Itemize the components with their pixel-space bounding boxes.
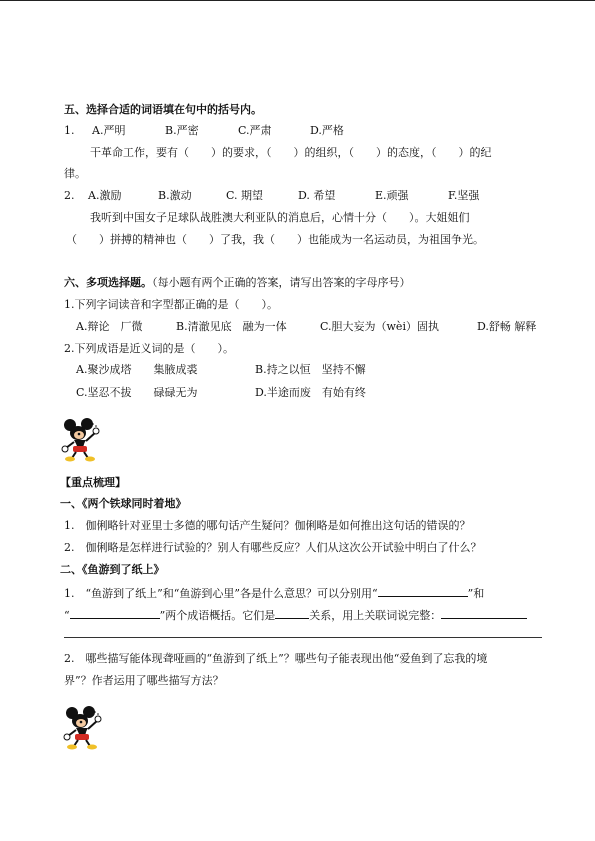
- s5-q1-option-a: A.严明: [92, 124, 126, 137]
- s5-q2-option-a: A.激励: [88, 189, 122, 202]
- s5-q2-option-f: F.坚强: [448, 189, 480, 202]
- s5-q1-option-d: D.严格: [310, 124, 344, 137]
- mickey-mouse-icon: [60, 418, 100, 462]
- key-section1-title: 一、《两个铁球同时着地》: [60, 497, 187, 510]
- s6-q1-option-b: B.清澈见底 融为一体: [176, 320, 287, 333]
- s6-q1-option-a: A.辩论 厂微: [76, 320, 143, 333]
- s5-q2-sentence-line2: （ ）拼搏的精神也（ ）了我，我（ ）也能成为一名运动员，为祖国争光。: [66, 233, 484, 246]
- section5-title: 五、选择合适的词语填在句中的括号内。: [64, 103, 262, 116]
- key-section2-q2-line2: 界”？作者运用了哪些描写方法？: [64, 674, 224, 687]
- key-section1-q1: 1. 伽俐略针对亚里士多德的哪句话产生疑问？伽俐略是如何推出这句话的错误的？: [64, 519, 471, 532]
- s6-q2-option-b: B.持之以恒 坚持不懈: [255, 363, 366, 376]
- key-section2-q2-line1: 2. 哪些描写能体现聋哑画的“鱼游到了纸上”？哪些句子能表现出他“爱鱼到了忘我的境: [64, 652, 488, 665]
- answer-blank[interactable]: [70, 607, 160, 619]
- s5-q2-option-e: E.顽强: [375, 189, 409, 202]
- s5-q2-option-c: C. 期望: [226, 189, 264, 202]
- s6-q1-option-d: D.舒畅 解释: [477, 320, 537, 333]
- section6-note: （每小题有两个正确的答案，请写出答案的字母序号）: [152, 276, 411, 289]
- answer-blank[interactable]: [441, 607, 527, 619]
- key-section2-q1-line1: 1. “鱼游到了纸上”和“鱼游到心里”各是什么意思？可以分别用“ ”和: [64, 587, 485, 600]
- s6-q1-stem: 1.下列字词读音和字型都正确的是（ ）。: [64, 298, 278, 311]
- s6-q2-option-d: D.半途而废 有始有终: [255, 386, 366, 399]
- s5-q1-option-c: C.严肃: [238, 124, 272, 137]
- answer-line[interactable]: [64, 637, 542, 638]
- s5-q1-sentence-line1: 干革命工作，要有（ ）的要求，（ ）的组织，（ ）的态度，（ ）的纪: [90, 146, 492, 159]
- answer-blank[interactable]: [275, 607, 309, 619]
- s5-q2-number: 2.: [64, 189, 75, 202]
- mickey-mouse-icon: [62, 706, 102, 750]
- s5-q2-sentence-line1: 我听到中国女子足球队战胜澳大利亚队的消息后，心情十分（ ）。大姐姐们: [90, 211, 470, 224]
- s6-q2-stem: 2.下列成语是近义词的是（ ）。: [64, 342, 234, 355]
- s5-q1-number: 1.: [64, 124, 75, 137]
- s5-q1-sentence-line2: 律。: [64, 167, 86, 180]
- s5-q2-option-b: B.激动: [158, 189, 192, 202]
- answer-blank[interactable]: [378, 585, 468, 597]
- s5-q2-option-d: D. 希望: [298, 189, 336, 202]
- key-section1-q2: 2. 伽俐略是怎样进行试验的？别人有哪些反应？人们从这次公开试验中明白了什么？: [64, 541, 482, 554]
- page-top-border: [0, 0, 595, 1]
- section6-title: 六、多项选择题。: [64, 276, 152, 289]
- section6-title-line: [64, 276, 411, 290]
- key-section2-title: 二、《鱼游到了纸上》: [60, 563, 165, 576]
- s6-q2-option-c: C.坚忍不拔 碌碌无为: [76, 386, 198, 399]
- s6-q1-option-c: C.胆大妄为（wèi）固执: [320, 320, 439, 333]
- key-section2-q1-line2: “ ”两个成语概括。它们是 关系，用上关联词说完整：: [64, 607, 527, 623]
- s5-q1-option-b: B.严密: [165, 124, 199, 137]
- key-points-title: 【重点梳理】: [60, 476, 126, 489]
- s6-q2-option-a: A.聚沙成塔 集腋成裘: [76, 363, 198, 376]
